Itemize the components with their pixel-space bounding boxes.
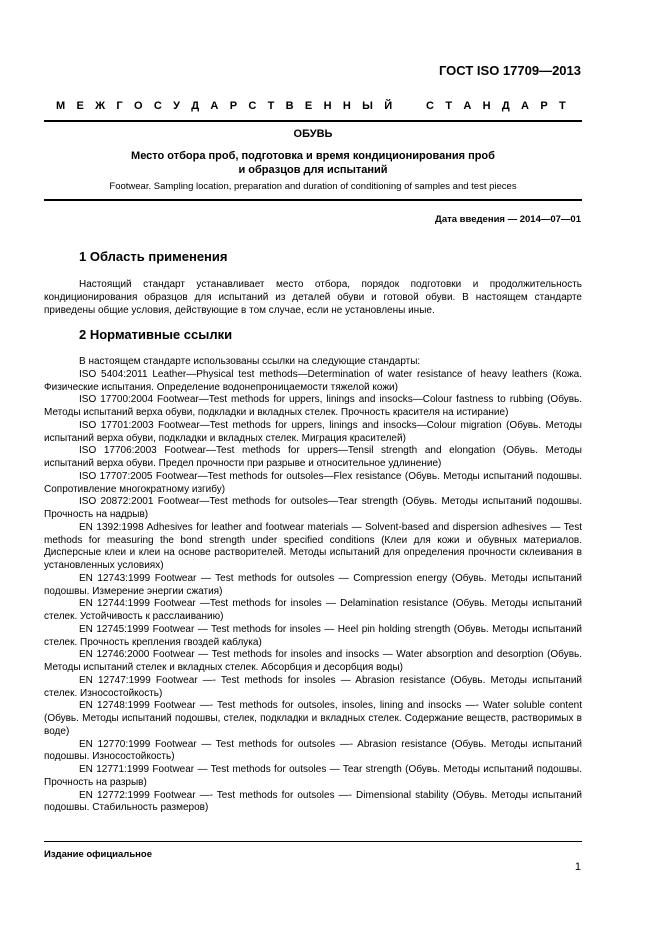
page-number: 1 (574, 861, 581, 873)
heading-letter: В (285, 100, 294, 112)
heading-letter: Т (445, 100, 453, 112)
reference-item: EN 1392:1998 Adhesives for leather and footwear materials — Solvent-based and dispersion adhesives — Test methods for measuring the bond strength under specified conditions (Клеи для кожи и обувных материалов. Дисперсные клеи и клеи на основе растворителей. Методы испытаний для определения прочности склеивания в установленных условиях) (44, 521, 582, 571)
reference-item: EN 12771:1999 Footwear — Test methods for outsoles — Tear strength (Обувь. Методы испытаний подошвы. Прочность на разрыв) (44, 764, 582, 788)
reference-item: ISO 20872:2001 Footwear—Test methods for outsoles—Tear strength (Обувь. Методы испытаний подошвы. Прочность на надрыв) (44, 496, 582, 520)
section-heading-scope: 1 Область применения (79, 249, 228, 264)
reference-item: EN 12743:1999 Footwear — Test methods for outsoles — Compression energy (Обувь. Методы испытаний подошвы. Измерение энергии сжатия) (44, 572, 582, 597)
heading-letter: У (173, 100, 180, 112)
heading-letter: Ы (362, 100, 373, 112)
heading-letter: Й (384, 100, 393, 112)
heading-letter: М (56, 100, 66, 112)
reference-item: EN 12746:2000 Footwear — Test methods for insoles and insocks — Water absorption and desorption (Обувь. Методы испытаний стелек и вкладных стелек. Абсорбция и десорбция воды) (44, 649, 582, 673)
heading-letter: Ж (95, 100, 106, 112)
title-divider (44, 199, 582, 201)
official-edition-label: Издание официальное (44, 849, 152, 860)
reference-item: EN 12745:1999 Footwear — Test methods for insoles — Heel pin holding strength (Обувь. Методы испытаний стелек. Прочность крепления гвоздей каблука) (44, 623, 582, 648)
heading-letter: Е (76, 100, 84, 112)
reference-item: EN 12747:1999 Footwear —- Test methods for insoles — Abrasion resistance (Обувь. Методы испытаний стелек. Износостойкость) (44, 674, 582, 699)
heading-letter: С (248, 100, 257, 112)
reference-item: ISO 5404:2011 Leather—Physical test methods—Determination of water resistance of heavy leathers (Кожа. Физические испытания. Определение водонепроницаемости тяжелой кожи) (44, 368, 582, 393)
document-subtitle-line1: Место отбора проб, подготовка и время кондиционирования проб (131, 150, 495, 162)
heading-letter: Д (191, 100, 200, 112)
reference-item: ISO 17706:2003 Footwear—Test methods for uppers—Tensil strength and elongation (Обувь. Методы испытаний верха обуви. Предел прочности при разрыве и относительное удлинение) (44, 445, 582, 469)
heading-letter: Н (342, 100, 351, 112)
footer-divider (44, 841, 582, 842)
reference-item: EN 12748:1999 Footwear —- Test methods for outsoles, insoles, lining and insocks —- Water soluble content (Обувь. Методы испытаний подошвы, стелек, подкладки и вкладных стелек. Содержание веществ, растворимых в воде) (44, 700, 582, 737)
heading-letter: Т (267, 100, 275, 112)
reference-item: ISO 17701:2003 Footwear—Test methods for uppers, linings and insocks—Colour migration (Обувь. Методы испытаний верха обуви, подкладки и вкладных стелек. Миграция красителей) (44, 419, 582, 444)
heading-letter: Г (116, 100, 123, 112)
heading-letter: С (153, 100, 162, 112)
reference-item: ISO 17707:2005 Footwear—Test methods for outsoles—Flex resistance (Обувь. Методы испытаний подошвы. Сопротивление многократному изгибу) (44, 470, 582, 495)
heading-letter: О (133, 100, 143, 112)
heading-letter: Р (540, 100, 548, 112)
document-title: ОБУВЬ (293, 128, 333, 140)
heading-letter: С (426, 100, 434, 112)
heading-letter: Н (323, 100, 332, 112)
heading-letter: А (521, 100, 529, 112)
introduction-date: Дата введения — 2014—07—01 (435, 214, 581, 225)
header-divider (44, 120, 582, 122)
section-heading-references: 2 Нормативные ссылки (79, 327, 233, 342)
heading-letter: А (210, 100, 219, 112)
reference-item: EN 12770:1999 Footwear — Test methods for outsoles —- Abrasion resistance (Обувь. Методы испытаний подошвы. Износостойкость) (44, 738, 582, 763)
document-code: ГОСТ ISO 17709—2013 (438, 63, 581, 78)
heading-letter: Д (501, 100, 510, 112)
scope-paragraph (44, 278, 582, 317)
heading-letter: Е (304, 100, 313, 112)
document-subtitle-line2: и образцов для испытаний (238, 164, 388, 176)
reference-item: EN 12744:1999 Footwear —Test methods for insoles — Delamination resistance (Обувь. Методы испытаний стелек. Устойчивость к расслаиванию) (44, 598, 582, 622)
scope-text: Настоящий стандарт устанавливает место отбора, порядок подготовки и продолжительность кондиционирования образцов для испытаний из деталей обуви и готовой обуви. В настоящем стандарте приведены общие условия, действующие в том случае, если не установлены иные. (44, 279, 582, 316)
english-title: Footwear. Sampling location, preparation and duration of conditioning of samples and test pieces (109, 181, 517, 192)
reference-item: EN 12772:1999 Footwear —- Test methods for outsoles —- Dimensional stability (Обувь. Методы испытаний подошвы. Стабильность размеров) (44, 789, 582, 814)
reference-item: ISO 17700:2004 Footwear—Test methods for uppers, linings and insocks—Colour fastness to rubbing (Обувь. Методы испытаний верха обуви, подкладки и вкладных стелек. Прочность красителя на истирание) (44, 394, 582, 418)
references-intro: В настоящем стандарте использованы ссылки на следующие стандарты: (79, 356, 421, 367)
heading-letter: А (463, 100, 472, 112)
heading-letter: Р (229, 100, 238, 112)
heading-letter: Н (482, 100, 491, 112)
interstate-standard-heading (56, 100, 566, 112)
heading-letter: Т (558, 100, 566, 112)
references-list (44, 356, 582, 815)
